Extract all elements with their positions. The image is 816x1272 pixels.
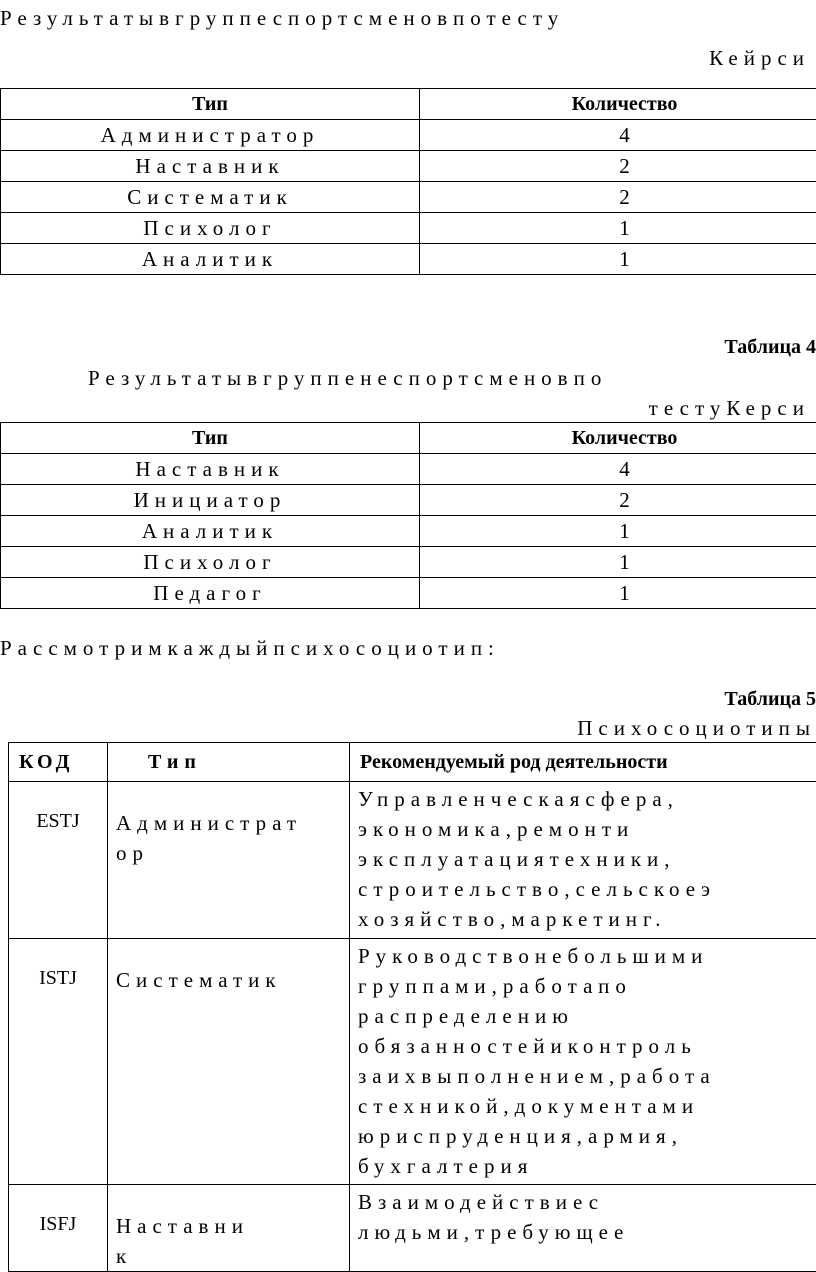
type-cell: Администратор	[1, 120, 420, 151]
count-cell: 2	[420, 182, 816, 213]
type-cell: Наставник	[1, 151, 420, 182]
table-row	[1, 120, 816, 151]
type-cell: Инициатор	[1, 485, 420, 516]
count-cell: 4	[420, 454, 816, 485]
column-header-type: Тип	[108, 743, 350, 782]
activity-line: хозяйство,маркетинг.	[358, 904, 816, 934]
type-line: Администрат	[116, 808, 345, 838]
type-cell: Психолог	[1, 213, 420, 244]
table-row	[1, 516, 816, 547]
activity-line: Руководствонебольшими	[358, 941, 816, 971]
psychosociotypes-table	[8, 742, 816, 1272]
table-row	[9, 939, 816, 1185]
code-cell: ISFJ	[9, 1185, 108, 1272]
count-cell: 1	[420, 516, 816, 547]
table-row	[1, 454, 816, 485]
count-cell: 1	[420, 547, 816, 578]
activity-line: обязанностейиконтроль	[358, 1031, 816, 1061]
activity-line: эксплуатациятехники,	[358, 844, 816, 874]
count-cell: 4	[420, 120, 816, 151]
activity-line: группами,работапо	[358, 971, 816, 1001]
table-row	[1, 213, 816, 244]
type-cell	[108, 782, 350, 939]
type-cell: Аналитик	[1, 516, 420, 547]
table5-caption: Психосоциотипы	[577, 716, 816, 741]
activity-line: юриспруденция,армия,	[358, 1121, 816, 1151]
keirsey-athletes-table	[0, 88, 816, 275]
activity-line: людьми,требующее	[358, 1217, 816, 1247]
code-cell: ISTJ	[9, 939, 108, 1185]
type-cell: Систематик	[1, 182, 420, 213]
type-cell: Аналитик	[1, 244, 420, 275]
table4-caption-line2: тестуКерси	[649, 396, 810, 421]
activity-cell	[350, 1185, 816, 1272]
activity-line: строительство,сельскоеэ	[358, 874, 816, 904]
type-line: Наставни	[116, 1211, 345, 1241]
code-cell: ESTJ	[9, 782, 108, 939]
table3-caption-line2: Кейрси	[709, 46, 810, 71]
count-cell: 1	[420, 244, 816, 275]
activity-line: стехникой,документами	[358, 1091, 816, 1121]
table-row	[9, 1185, 816, 1272]
type-cell: Психолог	[1, 547, 420, 578]
table-row	[1, 485, 816, 516]
activity-line: экономика,ремонти	[358, 814, 816, 844]
table4-caption-line1: Результатывгруппенеспортсменовпо	[88, 366, 607, 391]
column-header-code: КОД	[9, 743, 108, 782]
table4-label: Таблица 4	[724, 336, 816, 359]
type-cell: Наставник	[1, 454, 420, 485]
column-header-count: Количество	[420, 423, 816, 454]
count-cell: 2	[420, 485, 816, 516]
type-line: ор	[116, 838, 345, 868]
table5-label: Таблица 5	[724, 688, 816, 711]
column-header-type: Тип	[1, 89, 420, 120]
intro-paragraph: Рассмотримкаждыйпсихосоциотип:	[0, 636, 500, 661]
activity-cell	[350, 782, 816, 939]
activity-line: Управленческаясфера,	[358, 784, 816, 814]
activity-line: бухгалтерия	[358, 1151, 816, 1181]
table-row	[1, 244, 816, 275]
column-header-type: Тип	[1, 423, 420, 454]
keirsey-nonathletes-table	[0, 422, 816, 609]
table-row	[9, 782, 816, 939]
table-row	[1, 182, 816, 213]
table-row	[1, 151, 816, 182]
type-cell: Педагог	[1, 578, 420, 609]
activity-line: распределению	[358, 1001, 816, 1031]
count-cell: 1	[420, 578, 816, 609]
table-row	[1, 547, 816, 578]
count-cell: 1	[420, 213, 816, 244]
column-header-count: Количество	[420, 89, 816, 120]
column-header-activity: Рекомендуемый род деятельности	[350, 743, 816, 782]
activity-cell	[350, 939, 816, 1185]
activity-line: Взаимодействиес	[358, 1187, 816, 1217]
table-row	[1, 578, 816, 609]
table3-caption-line1: Результатывгруппеспортсменовпотесту	[0, 6, 564, 31]
type-cell	[108, 1185, 350, 1272]
type-line: к	[116, 1241, 345, 1271]
type-line: Систематик	[116, 965, 345, 995]
type-cell	[108, 939, 350, 1185]
activity-line: заихвыполнением,работа	[358, 1061, 816, 1091]
count-cell: 2	[420, 151, 816, 182]
